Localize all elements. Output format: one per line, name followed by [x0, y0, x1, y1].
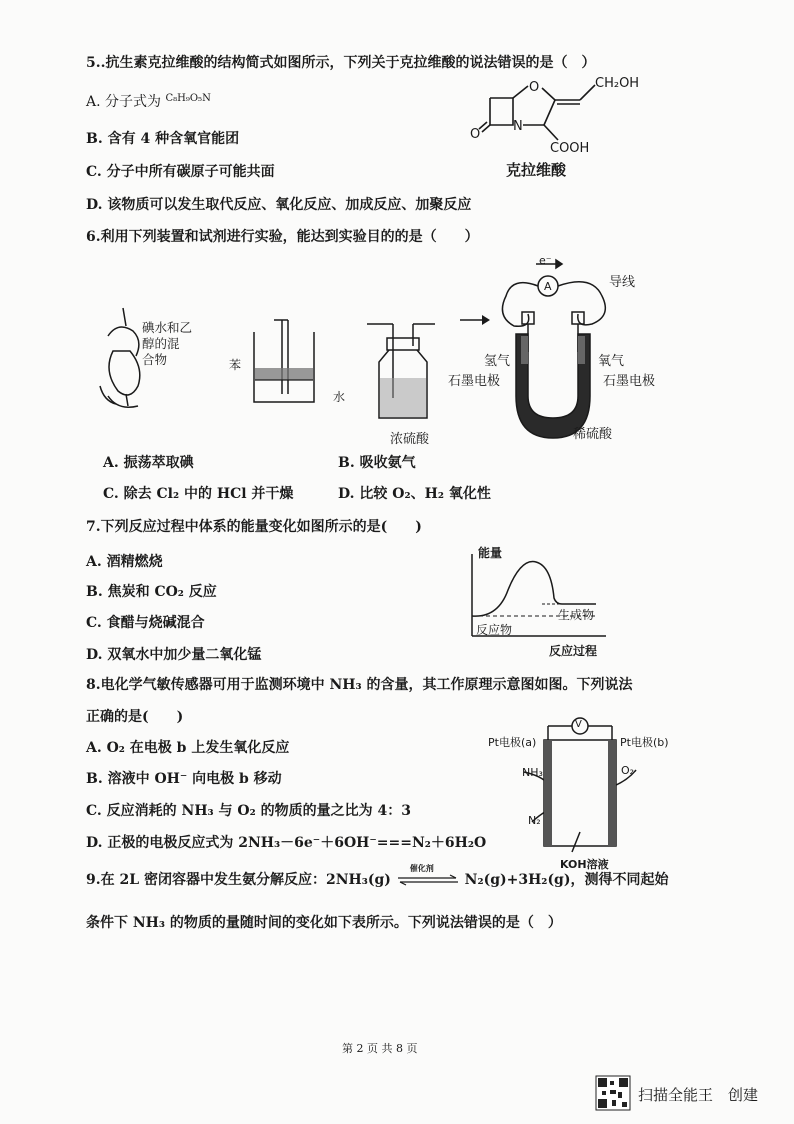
q7-stem: 7.下列反应过程中体系的能量变化如图所示的是( ) — [86, 519, 422, 535]
q7-option-d: D. 双氧水中加少量二氧化锰 — [86, 647, 262, 663]
catalyst-arrow — [396, 863, 460, 887]
n2-label: N₂ — [528, 814, 541, 827]
dilute-h2so4-label: 稀硫酸 — [573, 427, 613, 442]
q6-option-c: C. 除去 Cl₂ 中的 HCl 并干燥 — [103, 486, 294, 502]
q5-option-a — [86, 95, 211, 109]
page-footer: 第 2 页 共 8 页 — [342, 1042, 418, 1055]
reactant-label: 反应物 — [476, 623, 513, 637]
q8-option-b: B. 溶液中 OH⁻ 向电极 b 移动 — [86, 771, 282, 787]
q5-stem: 5..抗生素克拉维酸的结构简式如图所示，下列关于克拉维酸的说法错误的是（ ） — [86, 55, 596, 71]
q9-line2: 条件下 NH₃ 的物质的量随时间的变化如下表所示。下列说法错误的是（ ） — [86, 915, 562, 931]
pt-electrode-a-label: Pt电极(a) — [488, 736, 537, 749]
left-graphite-electrode-label: 石墨电极 — [448, 374, 501, 389]
q5-option-b: B. 含有 4 种含氧官能团 — [86, 131, 240, 147]
wire-label: 导线 — [609, 275, 636, 290]
q7-option-b: B. 焦炭和 CO₂ 反应 — [86, 584, 217, 600]
q6-option-a: A. 振荡萃取碘 — [103, 455, 194, 471]
keto-oxygen-label: O — [470, 127, 481, 142]
q5-option-c: C. 分子中所有碳原子可能共面 — [86, 164, 275, 180]
q5-option-d: D. 该物质可以发生取代反应、氧化反应、加成反应、加聚反应 — [86, 197, 472, 213]
q6-option-b: B. 吸收氨气 — [338, 455, 416, 471]
gas-washing-bottle-figure — [365, 318, 445, 428]
hydrogen-label: 氢气 — [484, 354, 511, 369]
fig1-label: 碘水和乙 醇的混 合物 — [142, 320, 193, 367]
ammeter-label: A — [544, 280, 552, 293]
q8-option-d: D. 正极的电极反应式为 2NH₃－6e⁻＋6OH⁻===N₂＋6H₂O — [86, 835, 487, 851]
q7-option-c: C. 食醋与烧碱混合 — [86, 615, 205, 631]
q7-option-a: A. 酒精燃烧 — [86, 554, 163, 570]
catalyst-label: 催化剂 — [409, 863, 434, 873]
q8-option-c: C. 反应消耗的 NH₃ 与 O₂ 的物质的量之比为 4：3 — [86, 803, 411, 819]
electron-label: e⁻ — [539, 254, 552, 267]
benzene-label: 苯 — [229, 358, 242, 372]
nitrogen-label: N — [513, 119, 523, 134]
ch2oh-label: CH₂OH — [595, 76, 640, 91]
q9-line1-end: N₂(g)+3H₂(g)，测得不同起始 — [464, 872, 669, 888]
oxygen-label: 氧气 — [598, 354, 625, 369]
koh-solution-label: KOH溶液 — [560, 858, 609, 871]
structure-caption: 克拉维酸 — [506, 161, 567, 179]
cooh-label: COOH — [550, 141, 590, 156]
conc-h2so4-label: 浓硫酸 — [390, 432, 430, 447]
right-graphite-electrode-label: 石墨电极 — [603, 374, 656, 389]
reaction-process-label: 反应过程 — [549, 644, 598, 658]
voltmeter-label: V — [575, 719, 582, 730]
water-label: 水 — [333, 390, 346, 404]
q6-stem: 6.利用下列装置和试剂进行实验，能达到实验目的的是（ ） — [86, 229, 479, 245]
o2-label: O₂ — [621, 764, 635, 777]
process-arrow — [460, 312, 490, 332]
q5-formula: C₈H₉O₅N — [165, 93, 211, 104]
scanner-watermark: 扫描全能王 创建 — [638, 1086, 759, 1104]
product-label: 生成物 — [558, 608, 595, 622]
q8-stem-line2: 正确的是( ) — [86, 709, 184, 725]
q5-option-a-text: A. 分子式为 — [86, 94, 162, 110]
ring-oxygen-label: O — [529, 80, 540, 95]
q9-line1-start: 9.在 2L 密闭容器中发生氨分解反应：2NH₃(g) — [86, 872, 391, 888]
q8-option-a: A. O₂ 在电极 b 上发生氧化反应 — [86, 740, 290, 756]
pt-electrode-b-label: Pt电极(b) — [620, 736, 669, 749]
beaker-figure — [248, 318, 328, 408]
q6-option-d: D. 比较 O₂、H₂ 氧化性 — [338, 486, 491, 502]
qr-code-icon — [596, 1076, 630, 1110]
energy-axis-label: 能量 — [478, 546, 503, 560]
nh3-label: NH₃ — [522, 766, 543, 779]
q8-stem-line1: 8.电化学气敏传感器可用于监测环境中 NH₃ 的含量，其工作原理示意图如图。下列说法 — [86, 677, 633, 693]
